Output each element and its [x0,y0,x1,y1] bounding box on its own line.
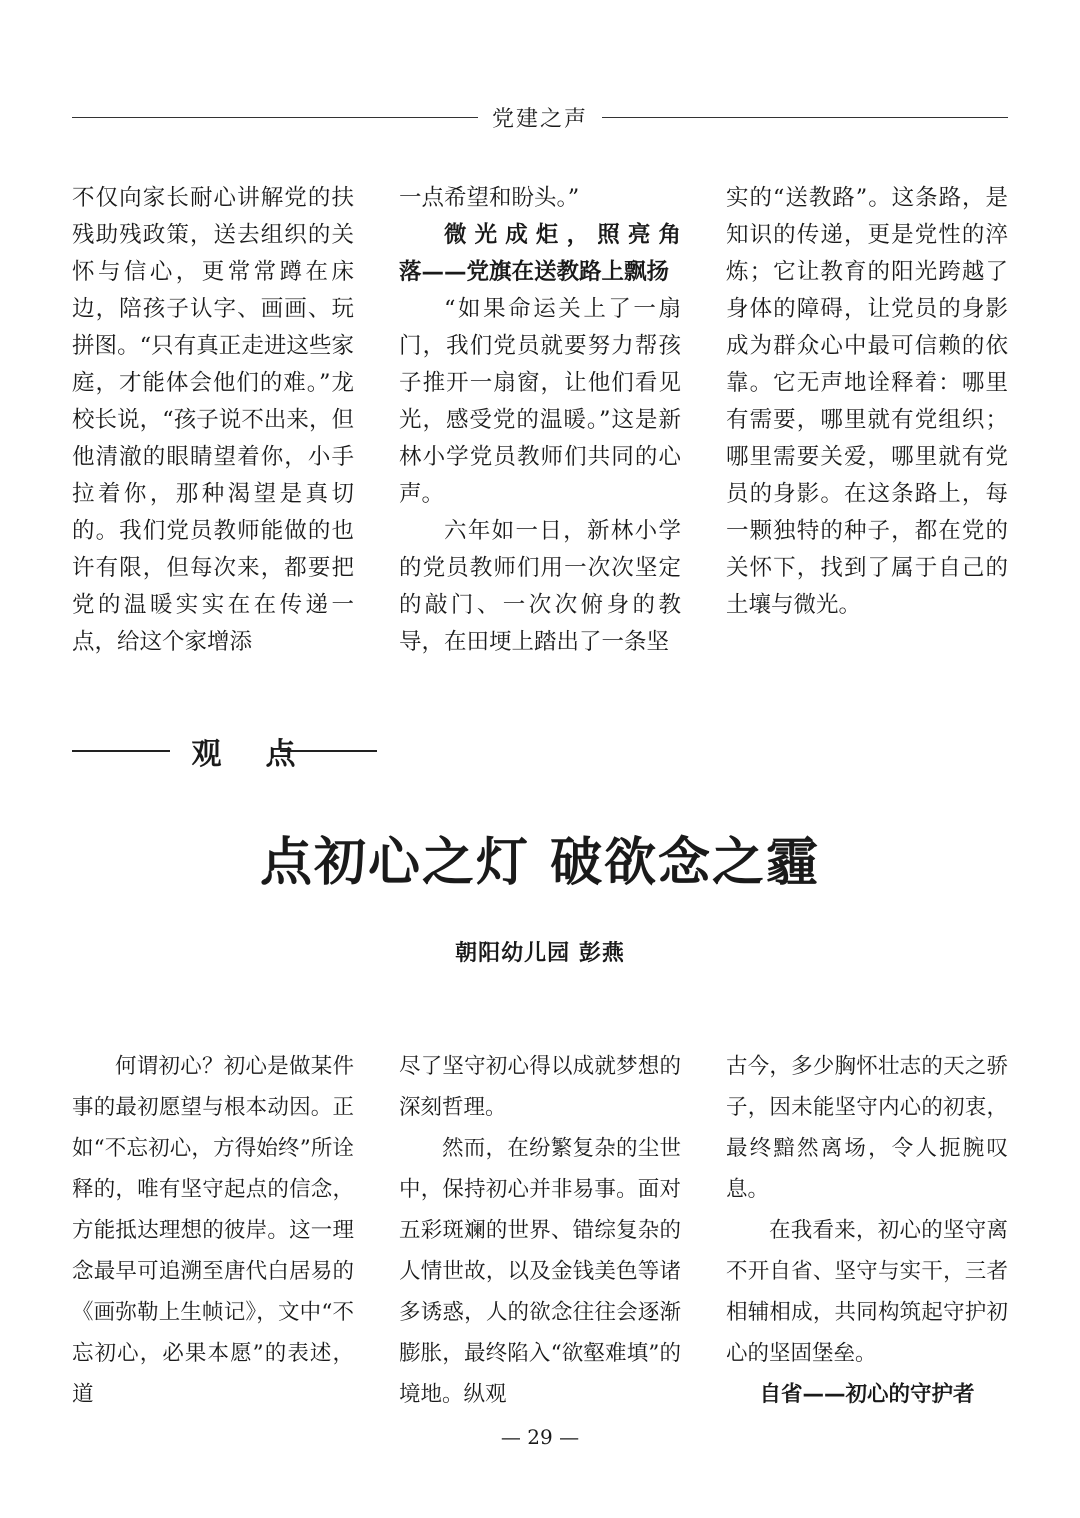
section-header [72,100,1008,134]
paragraph: 实的“送教路”。这条路，是知识的传递，更是党性的淬炼；它让教育的阳光跨越了身体的障碍，让党员的身影成为群众心中最可信赖的依靠。它无声地诠释着：哪里有需要，哪里就有党组织；哪里需要关爱，哪里就有党员的身影。在这条路上，每一颗独特的种子，都在党的关怀下，找到了属于自己的土壤与微光。 [726,185,1008,618]
paragraph: 不仅向家长耐心讲解党的扶残助残政策，送去组织的关怀与信心，更常常蹲在床边，陪孩子认字、画画、玩拼图。“只有真正走进这些家庭，才能体会他们的难。”龙校长说，“孩子说不出来，但他清澈的眼睛望着你，小手拉着你，那种渴望是真切的。我们党员教师能做的也许有限，但每次来，都要把党的温暖实实在在传递一点，给这个家增添 [72,185,354,655]
subheading-line-2: 落——党旗在送教路上飘扬 [399,259,670,285]
page-number: — 29 — [500,1425,580,1449]
viewpoint-char-2: 点 [265,737,296,772]
article-title: 点初心之灯 破欲念之霾 [259,832,821,893]
viewpoint-char-1: 观 [191,737,222,772]
upper-column-3 [726,180,1008,624]
section-title: 党建之声 [492,106,589,132]
paragraph: 何谓初心？初心是做某件事的最初愿望与根本动因。正如“不忘初心，方得始终”所诠释的，唯有坚守起点的信念，方能抵达理想的彼岸。这一理念最早可追溯至唐代白居易的《画弥勒上生帧记》，文中“不忘初心，必果本愿”的表述，道 [72,1054,354,1407]
paragraph: “如果命运关上了一扇门，我们党员就要努力帮孩子推开一扇窗，让他们看见光，感受党的温暖。”这是新林小学党员教师们共同的心声。 [399,296,681,507]
subheading: 自省——初心的守护者 [759,1382,975,1407]
article-column-1 [72,1046,354,1415]
paragraph: 一点希望和盼头。” [399,185,580,211]
viewpoint-divider [72,728,377,774]
paragraph: 然而，在纷繁复杂的尘世中，保持初心并非易事。面对五彩斑斓的世界、错综复杂的人情世故，以及金钱美色等诸多诱惑，人的欲念往往会逐渐膨胀，最终陷入“欲壑难填”的境地。纵观 [399,1136,681,1407]
paragraph: 尽了坚守初心得以成就梦想的深刻哲理。 [399,1054,681,1120]
paragraph: 六年如一日，新林小学的党员教师们用一次次坚定的敲门、一次次俯身的教导，在田埂上踏出了一条坚 [399,518,681,655]
header-rule-left [72,117,478,118]
article-column-2 [399,1046,681,1415]
viewpoint-rule-left [72,750,170,752]
upper-column-1 [72,180,354,661]
paragraph: 在我看来，初心的坚守离不开自省、坚守与实干，三者相辅相成，共同构筑起守护初心的坚固堡垒。 [726,1218,1008,1366]
upper-column-2 [399,180,681,661]
subheading-line-1: 微光成炬，照亮角 [444,222,681,248]
paragraph: 古今，多少胸怀壮志的天之骄子，因未能坚守内心的初衷，最终黯然离场，令人扼腕叹息。 [726,1054,1008,1202]
article-column-3 [726,1046,1008,1415]
viewpoint-rule-right [280,750,378,752]
header-rule-right [602,117,1008,118]
byline: 朝阳幼儿园 彭燕 [455,941,625,966]
